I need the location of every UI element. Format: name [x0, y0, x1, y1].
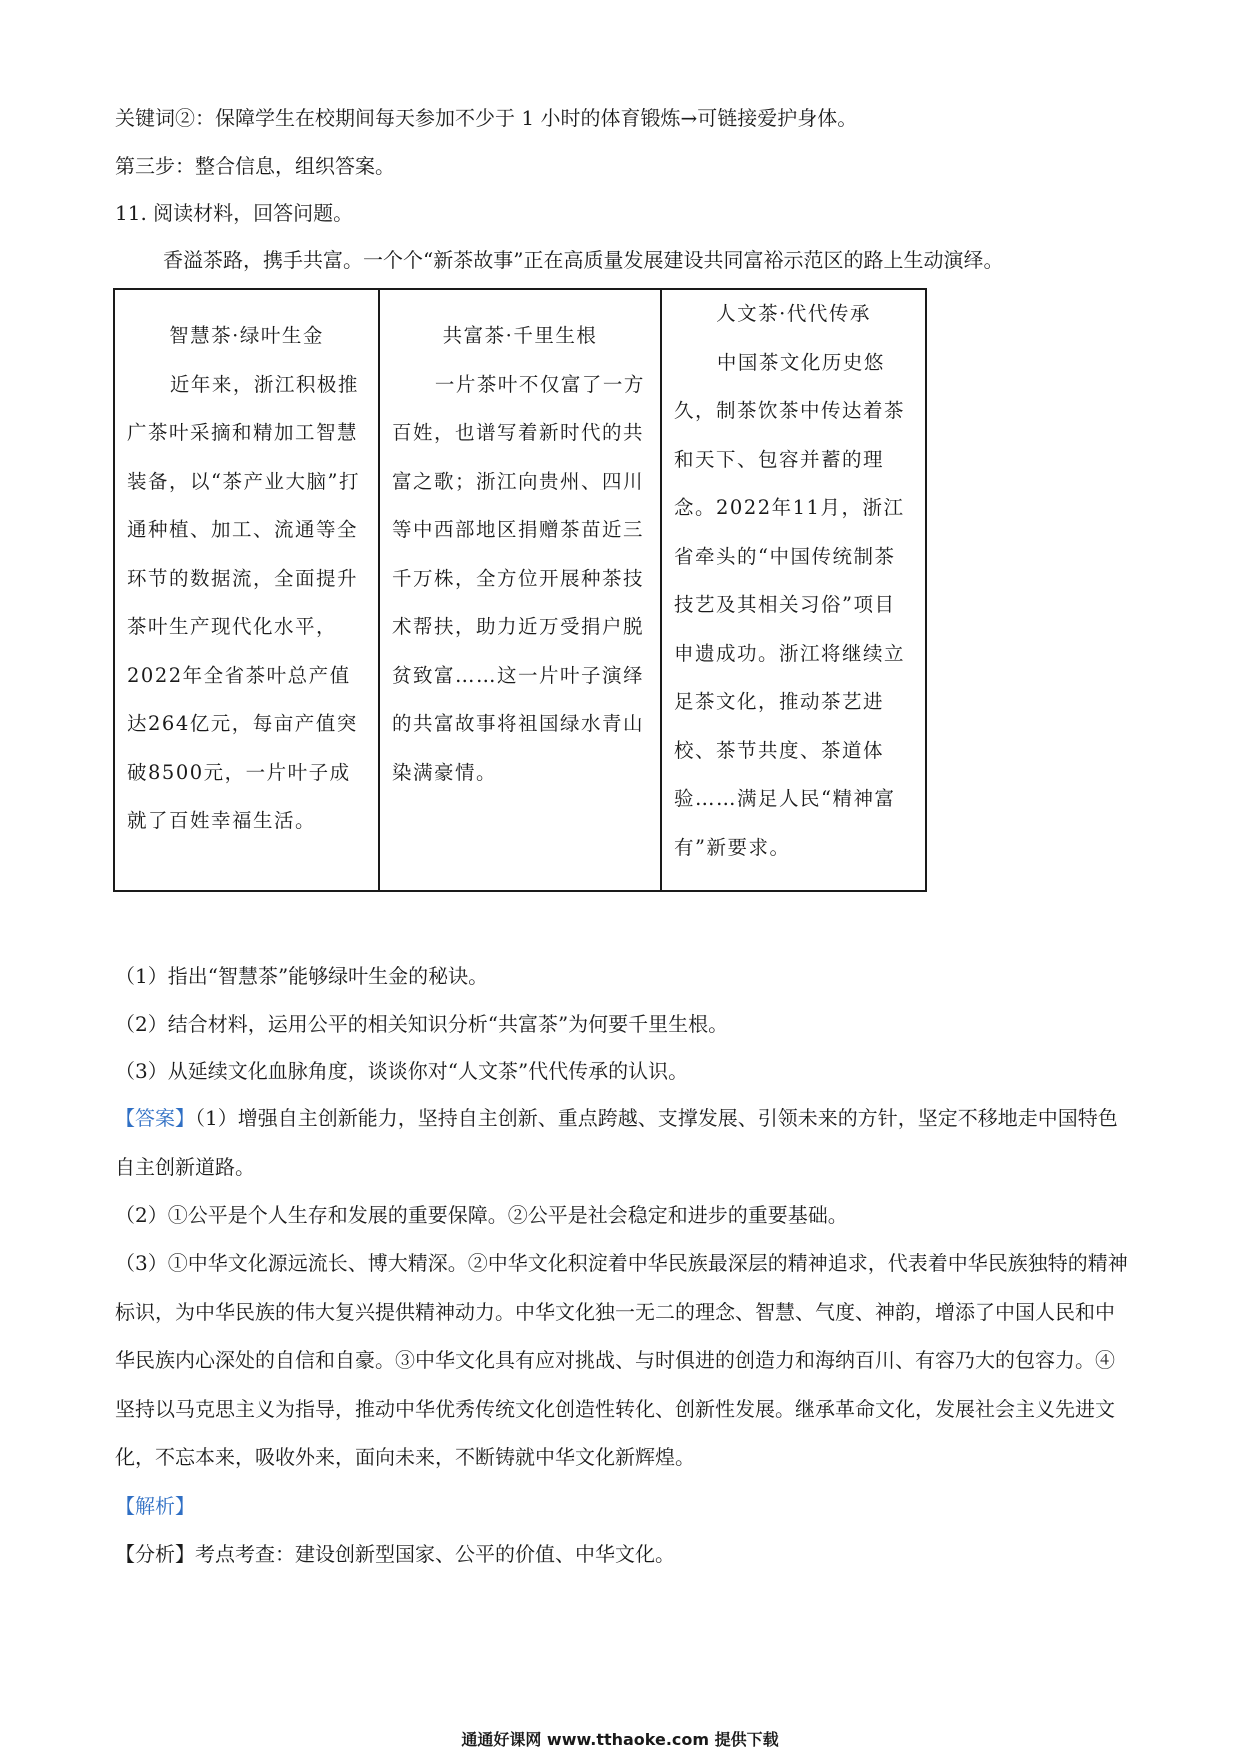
- footer-source: 通通好课网 www.tthaoke.com 提供下载: [461, 1730, 779, 1749]
- column-title: 共富茶·千里生根: [442, 324, 598, 347]
- material-intro: 香溢茶路，携手共富。一个个“新茶故事”正在高质量发展建设共同富裕示范区的路上生动演绎。: [163, 248, 1004, 272]
- fenxi-text: 考点考查：建设创新型国家、公平的价值、中华文化。: [195, 1542, 675, 1566]
- answer-3: （3）①中华文化源远流长、博大精深。②中华文化积淀着中华民族最深层的精神追求，代表着中华民族独特的精神标识，为中华民族的伟大复兴提供精神动力。中华文化独一无二的理念、智慧、气度、神韵，增添了中国人民和中华民族内心深处的自信和自豪。③中华文化具有应对挑战、与时俱进的创造力和海纳百川、有容乃大的包容力。④坚持以马克思主义为指导，推动中华优秀传统文化创造性转化、创新性发展。继承革命文化，发展社会主义先进文化，不忘本来，吸收外来，面向未来，不断铸就中华文化新辉煌。: [115, 1251, 1128, 1469]
- table-column-humanities-tea: [662, 290, 925, 890]
- column-body: 中国茶文化历史悠久，制茶饮茶中传达着茶和天下、包容并蓄的理念。2022年11月，浙江省牵头的“中国传统制茶技艺及其相关习俗”项目申遗成功。浙江将继续立足茶文化，推动茶艺进校、茶节共度、茶道体验……满足人民“精神富有”新要求。: [674, 350, 906, 859]
- answer-label: 【答案】: [115, 1106, 195, 1130]
- analysis-line: [115, 1541, 675, 1567]
- fenxi-label: 【分析】: [115, 1542, 195, 1566]
- column-body: 近年来，浙江积极推广茶叶采摘和精加工智慧装备，以“茶产业大脑”打通种植、加工、流通等全环节的数据流，全面提升茶叶生产现代化水平，2022年全省茶叶总产值达264亿元，每亩产值突破8500元，一片叶子成就了百姓幸福生活。: [127, 372, 360, 832]
- question-1: （1）指出“智慧茶”能够绿叶生金的秘诀。: [115, 964, 489, 988]
- column-body: 一片茶叶不仅富了一方百姓，也谱写着新时代的共富之歌；浙江向贵州、四川等中西部地区捐赠茶苗近三千万株，全方位开展种茶技术帮扶，助力近万受捐户脱贫致富……这一片叶子演绎的共富故事将祖国绿水青山染满豪情。: [392, 372, 645, 784]
- tea-material-table: [113, 288, 927, 892]
- question-3: （3）从延续文化血脉角度，谈谈你对“人文茶”代代传承的认识。: [115, 1059, 689, 1083]
- keyword2-line: 关键词②：保障学生在校期间每天参加不少于 1 小时的体育锻炼→可链接爱护身体。: [115, 106, 858, 130]
- answer-1-block: [115, 1094, 1131, 1191]
- column-title: 人文茶·代代传承: [716, 302, 871, 325]
- table-column-smart-tea: [115, 290, 380, 890]
- answer-1-text: （1）增强自主创新能力，坚持自主创新、重点跨越、支撑发展、引领未来的方针，坚定不移地走中国特色自主创新道路。: [115, 1106, 1118, 1179]
- analysis-label: 【解析】: [115, 1494, 195, 1518]
- question-2: （2）结合材料，运用公平的相关知识分析“共富茶”为何要千里生根。: [115, 1012, 729, 1036]
- table-column-common-wealth-tea: [380, 290, 662, 890]
- question-title: 11. 阅读材料，回答问题。: [115, 201, 354, 225]
- step3-line: 第三步：整合信息，组织答案。: [115, 154, 395, 178]
- answer-2: （2）①公平是个人生存和发展的重要保障。②公平是社会稳定和进步的重要基础。: [115, 1203, 848, 1227]
- column-title: 智慧茶·绿叶生金: [169, 324, 324, 347]
